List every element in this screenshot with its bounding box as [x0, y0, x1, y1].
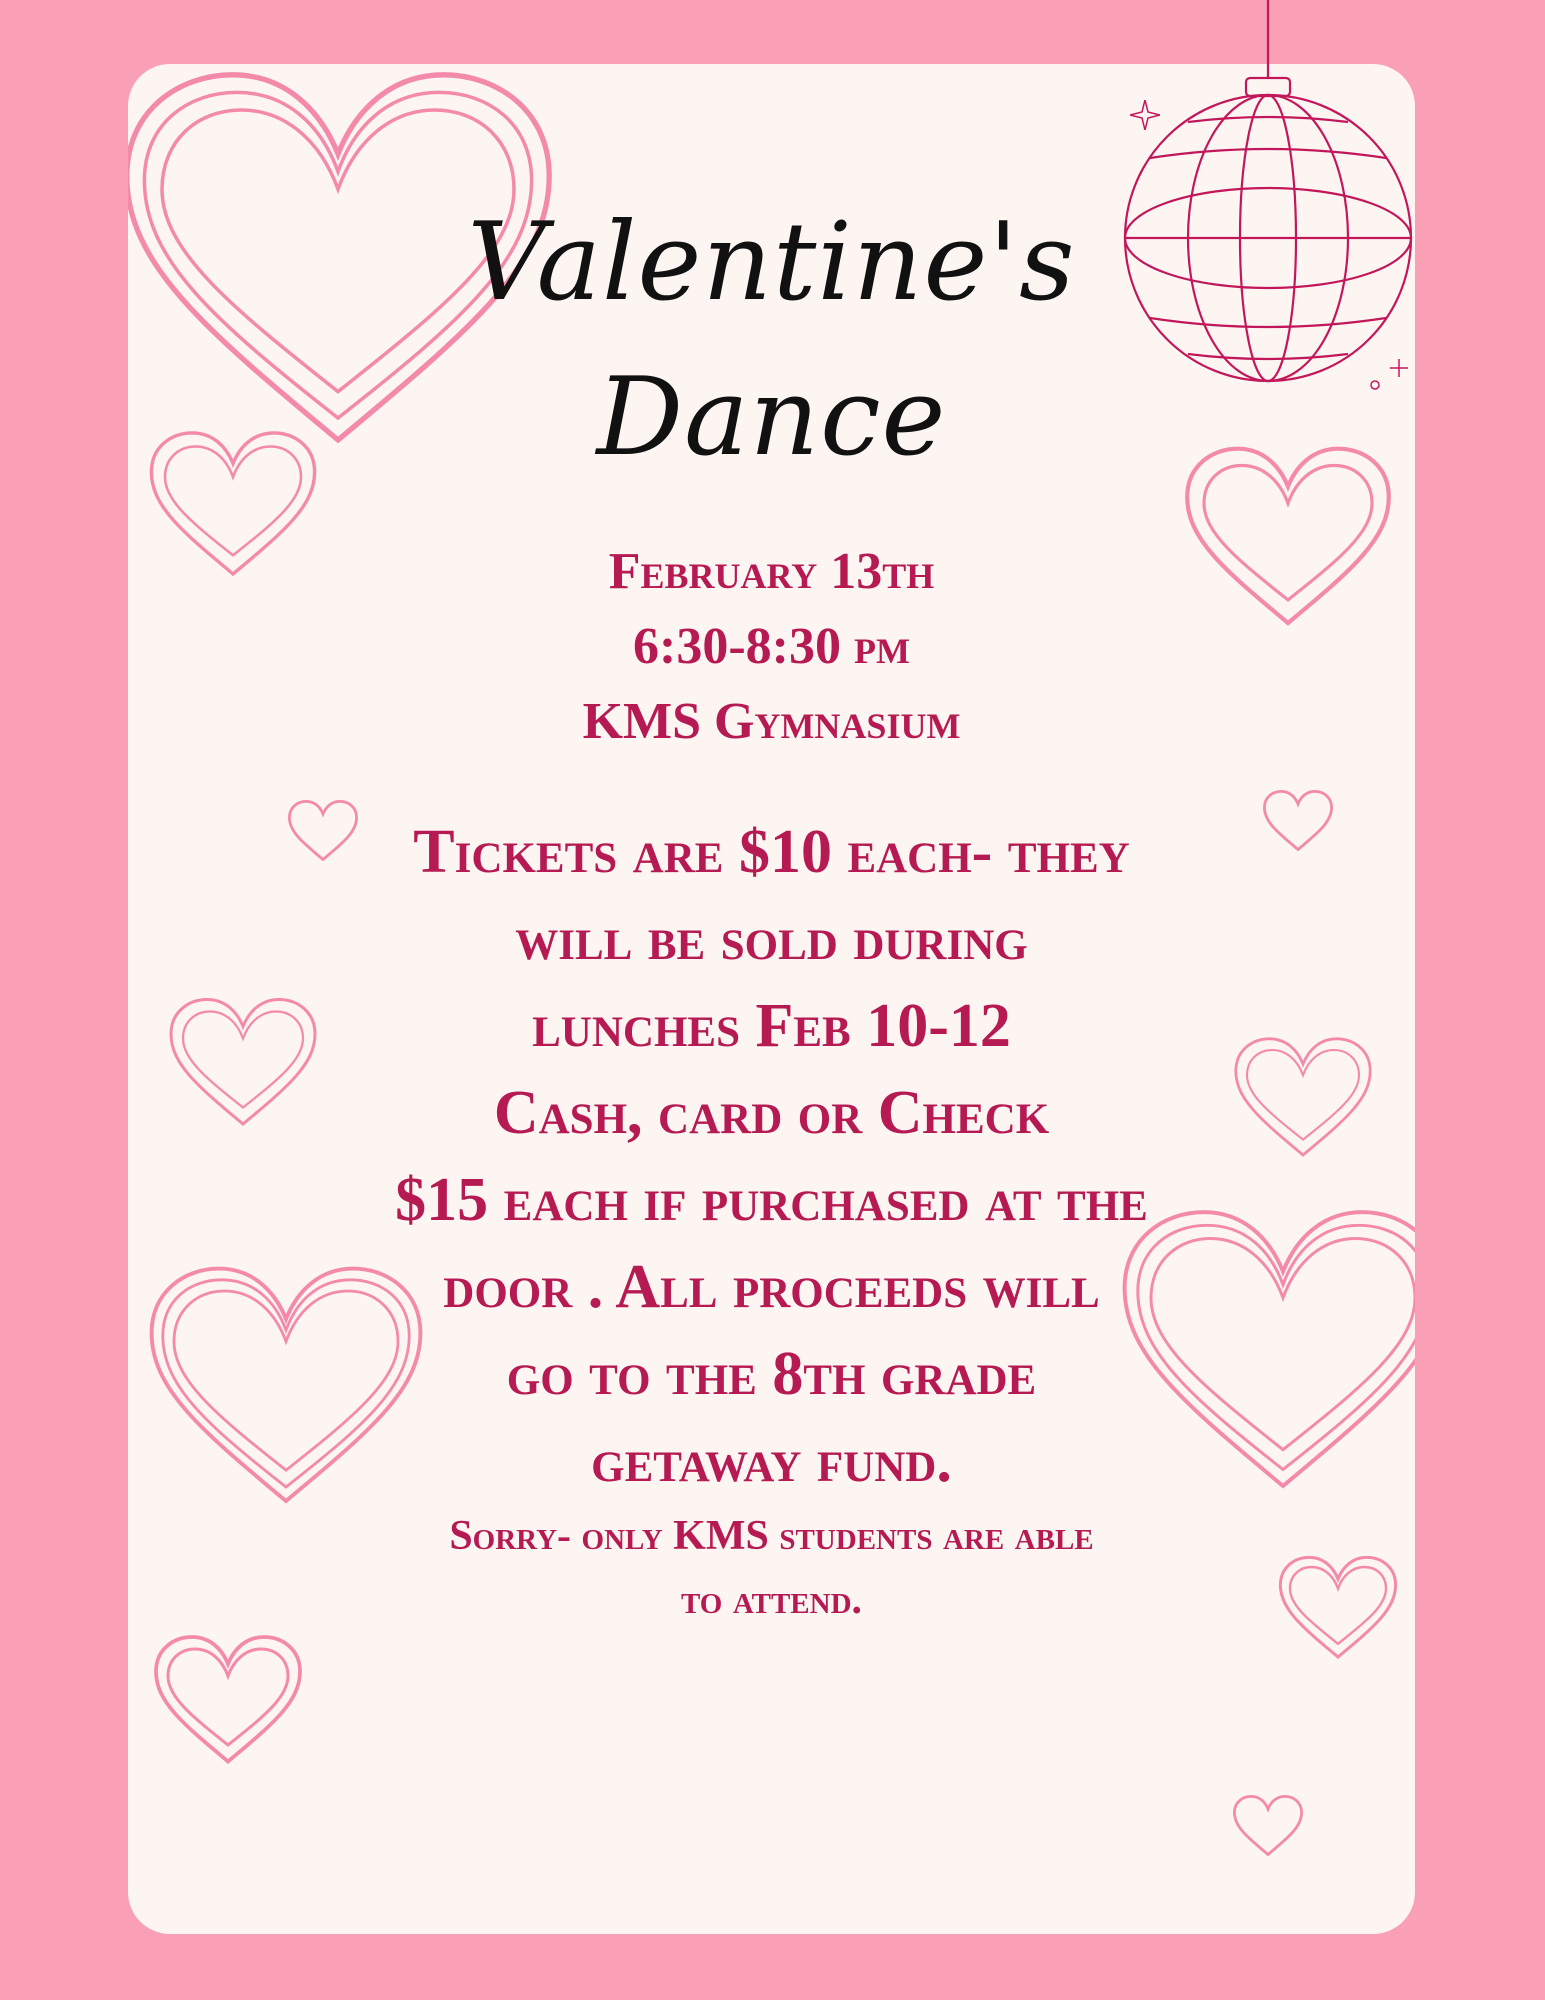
ticket-info-line: $15 each if purchased at the — [395, 1166, 1148, 1234]
ticket-info-line: go to the 8th grade — [506, 1340, 1037, 1408]
event-date: February 13th — [608, 543, 935, 600]
sparkle-icon — [1130, 100, 1160, 130]
attendance-notice — [128, 1504, 1415, 1632]
notice-line: Sorry- only KMS students are able — [449, 1513, 1094, 1559]
event-time: 6:30-8:30 pm — [633, 618, 910, 675]
event-title-line-2: Dance — [596, 355, 947, 480]
event-title-line-1: Valentine's — [467, 200, 1076, 325]
disco-ball-icon — [1110, 0, 1430, 400]
ticket-info-line: getaway fund. — [591, 1427, 952, 1495]
ticket-info-line: Cash, card or Check — [493, 1079, 1050, 1147]
ticket-info — [128, 809, 1415, 1505]
sparkle-icon — [1365, 355, 1415, 395]
heart-icon — [1233, 1794, 1303, 1859]
heart-icon — [153, 1634, 303, 1769]
event-location: KMS Gymnasium — [582, 693, 961, 750]
ticket-info-line: door . All proceeds will — [443, 1253, 1100, 1321]
ticket-info-line: Tickets are $10 each- they — [413, 818, 1130, 886]
event-details — [128, 534, 1415, 759]
ticket-info-line: lunches Feb 10-12 — [532, 992, 1011, 1060]
ticket-info-line: will be sold during — [515, 905, 1028, 973]
notice-line: to attend. — [680, 1577, 863, 1623]
